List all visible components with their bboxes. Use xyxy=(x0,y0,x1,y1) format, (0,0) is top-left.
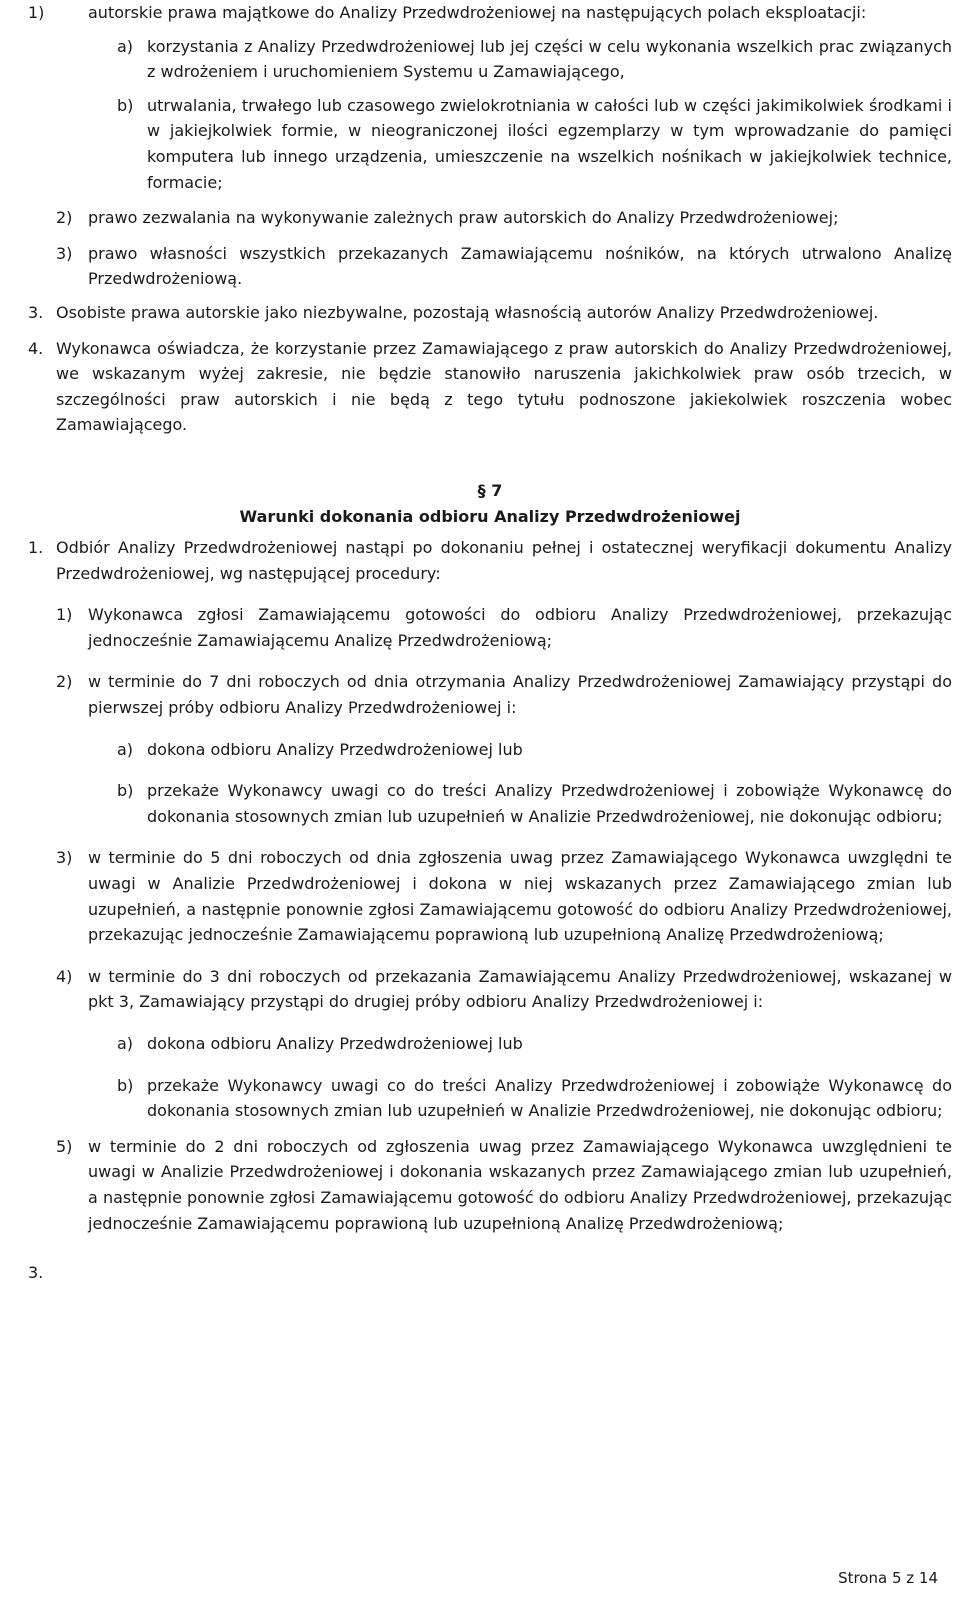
list-number: 3) xyxy=(56,848,73,868)
list-text: prawo zezwalania na wykonywanie zależnych praw autorskich do Analizy Przedwdrożeniowej; xyxy=(88,208,839,228)
list-number: 4) xyxy=(56,966,73,986)
list-number: 1. xyxy=(28,538,44,558)
list-text: w terminie do 7 dni roboczych od dnia otrzymania Analizy Przedwdrożeniowej Zamawiający przystąpi do pierwszej próby odbioru Analizy Przedwdrożeniowej i: xyxy=(88,672,952,718)
list-text xyxy=(56,1260,952,1286)
list-text: w terminie do 2 dni roboczych od zgłoszenia uwag przez Zamawiającego Wykonawca uwzględnieni te uwagi w Analizie Przedwdrożeniowej i dokonania wskazanych przez Zamawiającego zmian lub uzupełnień, a następnie ponownie zgłosi Zamawiającemu gotowość do odbioru Analizy Przedwdrożeniowej, przekazując jednocześnie Zamawiającemu poprawioną lub uzupełnioną Analizę Przedwdrożeniową; xyxy=(88,1136,952,1233)
list-item xyxy=(28,964,952,1015)
list-item xyxy=(28,845,952,947)
list-text: Wykonawca oświadcza, że korzystanie przez Zamawiającego z praw autorskich do Analizy Przedwdrożeniowej, we wskazanym wyżej zakresie, nie będzie stanowiło naruszenia jakichkolwiek praw osób trzecich, w szczególności praw autorskich i nie będą z tego tytułu podnoszone jakiekolwiek roszczenia wobec Zamawiającego. xyxy=(56,338,952,435)
list-item xyxy=(28,535,952,586)
list-item xyxy=(28,602,952,653)
list-item xyxy=(28,241,952,292)
list-item xyxy=(28,300,952,326)
list-number: a) xyxy=(117,1034,134,1053)
list-number: b) xyxy=(117,1075,134,1095)
list-text: przekaże Wykonawcy uwagi co do treści Analizy Przedwdrożeniowej i zobowiąże Wykonawcę do dokonania stosownych zmian lub uzupełnień w Analizie Przedwdrożeniowej, nie dokonując odbioru; xyxy=(147,781,952,826)
list-item xyxy=(28,669,952,720)
list-number: 2) xyxy=(56,208,73,228)
list-text: autorskie prawa majątkowe do Analizy Przedwdrożeniowej na następujących polach eksploatacji: xyxy=(88,3,867,22)
list-text: dokona odbioru Analizy Przedwdrożeniowej lub xyxy=(147,1034,523,1053)
list-item xyxy=(28,1073,952,1124)
list-number: 1) xyxy=(56,605,73,625)
list-text: Osobiste prawa autorskie jako niezbywalne, pozostają własnością autorów Analizy Przedwdrożeniowej. xyxy=(56,302,879,322)
list-number: 2) xyxy=(56,672,73,692)
list-text: przekaże Wykonawcy uwagi co do treści Analizy Przedwdrożeniowej i zobowiąże Wykonawcę do dokonania stosownych zmian lub uzupełnień w Analizie Przedwdrożeniowej, nie dokonując odbioru; xyxy=(147,1075,952,1121)
list-number: 3. xyxy=(28,1263,44,1283)
list-text: utrwalania, trwałego lub czasowego zwielokrotniania w całości lub w części jakimikolwiek środkami i w jakiejkolwiek formie, w nieograniczonej ilości egzemplarzy w tym wprowadzanie do pamięci komputera lub innego urządzenia, umieszczenie na wszelkich nośnikach w jakiejkolwiek technice, formacie; xyxy=(147,95,952,192)
list-number: a) xyxy=(117,739,134,759)
list-item xyxy=(28,737,952,763)
list-item xyxy=(28,34,952,85)
list-number: b) xyxy=(117,95,134,115)
document-page xyxy=(28,0,952,1286)
list-item xyxy=(28,1260,952,1286)
list-item xyxy=(28,93,952,195)
list-item xyxy=(28,336,952,438)
list-text: Odbiór Analizy Przedwdrożeniowej nastąpi po dokonaniu pełnej i ostatecznej weryfikacji dokumentu Analizy Przedwdrożeniowej, wg następującej procedury: xyxy=(56,538,952,583)
list-text: prawo własności wszystkich przekazanych Zamawiającemu nośników, na których utrwalono Analizę Przedwdrożeniową. xyxy=(88,243,952,289)
list-number: a) xyxy=(117,36,134,56)
list-number: 4. xyxy=(28,338,44,358)
list-text: dokona odbioru Analizy Przedwdrożeniowej lub xyxy=(147,739,523,759)
list-number: b) xyxy=(117,781,134,801)
list-text: Wykonawca zgłosi Zamawiającemu gotowości do odbioru Analizy Przedwdrożeniowej, przekazując jednocześnie Zamawiającemu Analizę Przedwdrożeniową; xyxy=(88,605,952,650)
list-number: 3. xyxy=(28,302,44,322)
section-heading xyxy=(28,478,952,529)
list-item xyxy=(28,1134,952,1236)
list-number: 5) xyxy=(56,1136,73,1156)
list-item xyxy=(28,205,952,231)
list-number: 1) xyxy=(28,3,45,22)
list-item xyxy=(28,1031,952,1057)
list-item xyxy=(28,0,952,26)
list-text: w terminie do 3 dni roboczych od przekazania Zamawiającemu Analizy Przedwdrożeniowej, wskazanej w pkt 3, Zamawiający przystąpi do drugiej próby odbioru Analizy Przedwdrożeniowej i: xyxy=(88,966,952,1012)
section-title: Warunki dokonania odbioru Analizy Przedwdrożeniowej xyxy=(239,506,741,526)
section-sign: § 7 xyxy=(477,480,503,500)
page-number: Strona 5 z 14 xyxy=(838,1569,938,1588)
list-text: korzystania z Analizy Przedwdrożeniowej lub jej części w celu wykonania wszelkich prac związanych z wdrożeniem i uruchomieniem Systemu u Zamawiającego, xyxy=(147,36,952,82)
list-text: w terminie do 5 dni roboczych od dnia zgłoszenia uwag przez Zamawiającego Wykonawca uwzględni te uwagi w Analizie Przedwdrożeniowej i dokona w niej wskazanych przez Zamawiającego zmian lub uzupełnień, a następnie ponownie zgłosi Zamawiającemu gotowość do odbioru Analizy Przedwdrożeniowej, przekazując jednocześnie Zamawiającemu poprawioną lub uzupełnioną Analizę Przedwdrożeniową; xyxy=(88,848,952,945)
list-number: 3) xyxy=(56,243,73,263)
list-item xyxy=(28,778,952,829)
